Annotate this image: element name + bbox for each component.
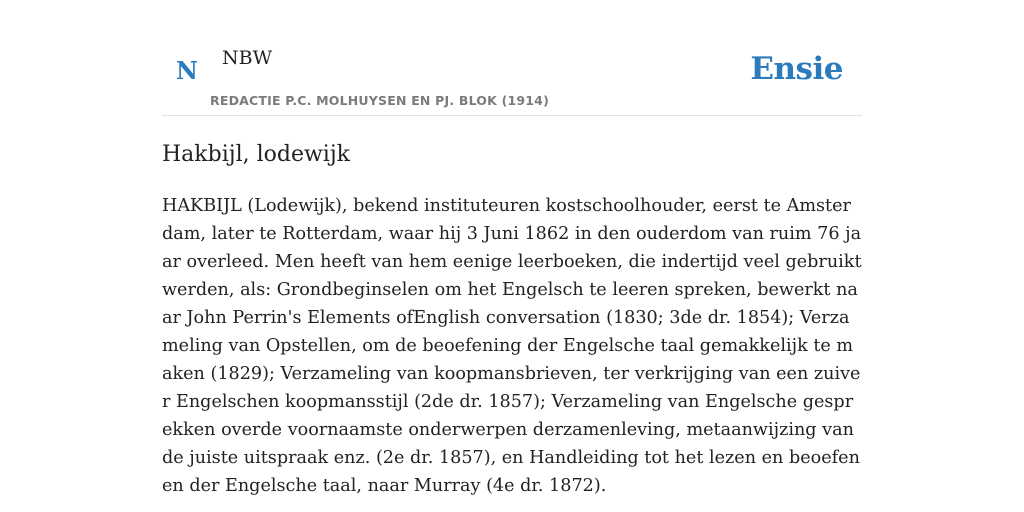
source-logo-letter[interactable]: N xyxy=(176,56,198,85)
article-body: HAKBIJL (Lodewijk), bekend instituteuren kostschoolhouder, eerst te Amsterdam, later te Rotterdam, waar hij 3 Juni 1862 in den ouderdom van ruim 76 jaar overleed. Men heeft van hem eenige leerboeken, die indertijd veel gebruikt werden, als: Grondbeginselen om het Engelsch te leeren spreken, bewerkt naar John Perrin's Elements ofEnglish conversation (1830; 3de dr. 1854); Verzameling van Opstellen, om de beoefening der Engelsche taal gemakkelijk te maken (1829); Verzameling van koopmansbrieven, ter verkrijging van een zuiver Engelschen koopmansstijl (2de dr. 1857); Verzameling van Engelsche gesprekken overde voornaamste onderwerpen derzamenleving, metaanwijzing van de juiste uitspraak enz. (2e dr. 1857), en Handleiding tot het lezen en beoefenen der Engelsche taal, naar Murray (4e dr. 1872). xyxy=(162,196,862,496)
header xyxy=(162,0,862,116)
article-title: Hakbijl, lodewijk xyxy=(162,142,350,167)
source-credit: REDACTIE P.C. MOLHUYSEN EN PJ. BLOK (1914) xyxy=(210,93,549,108)
brand-logo[interactable]: Ensie xyxy=(750,51,843,87)
page xyxy=(162,0,862,512)
source-name[interactable]: NBW xyxy=(222,47,273,69)
